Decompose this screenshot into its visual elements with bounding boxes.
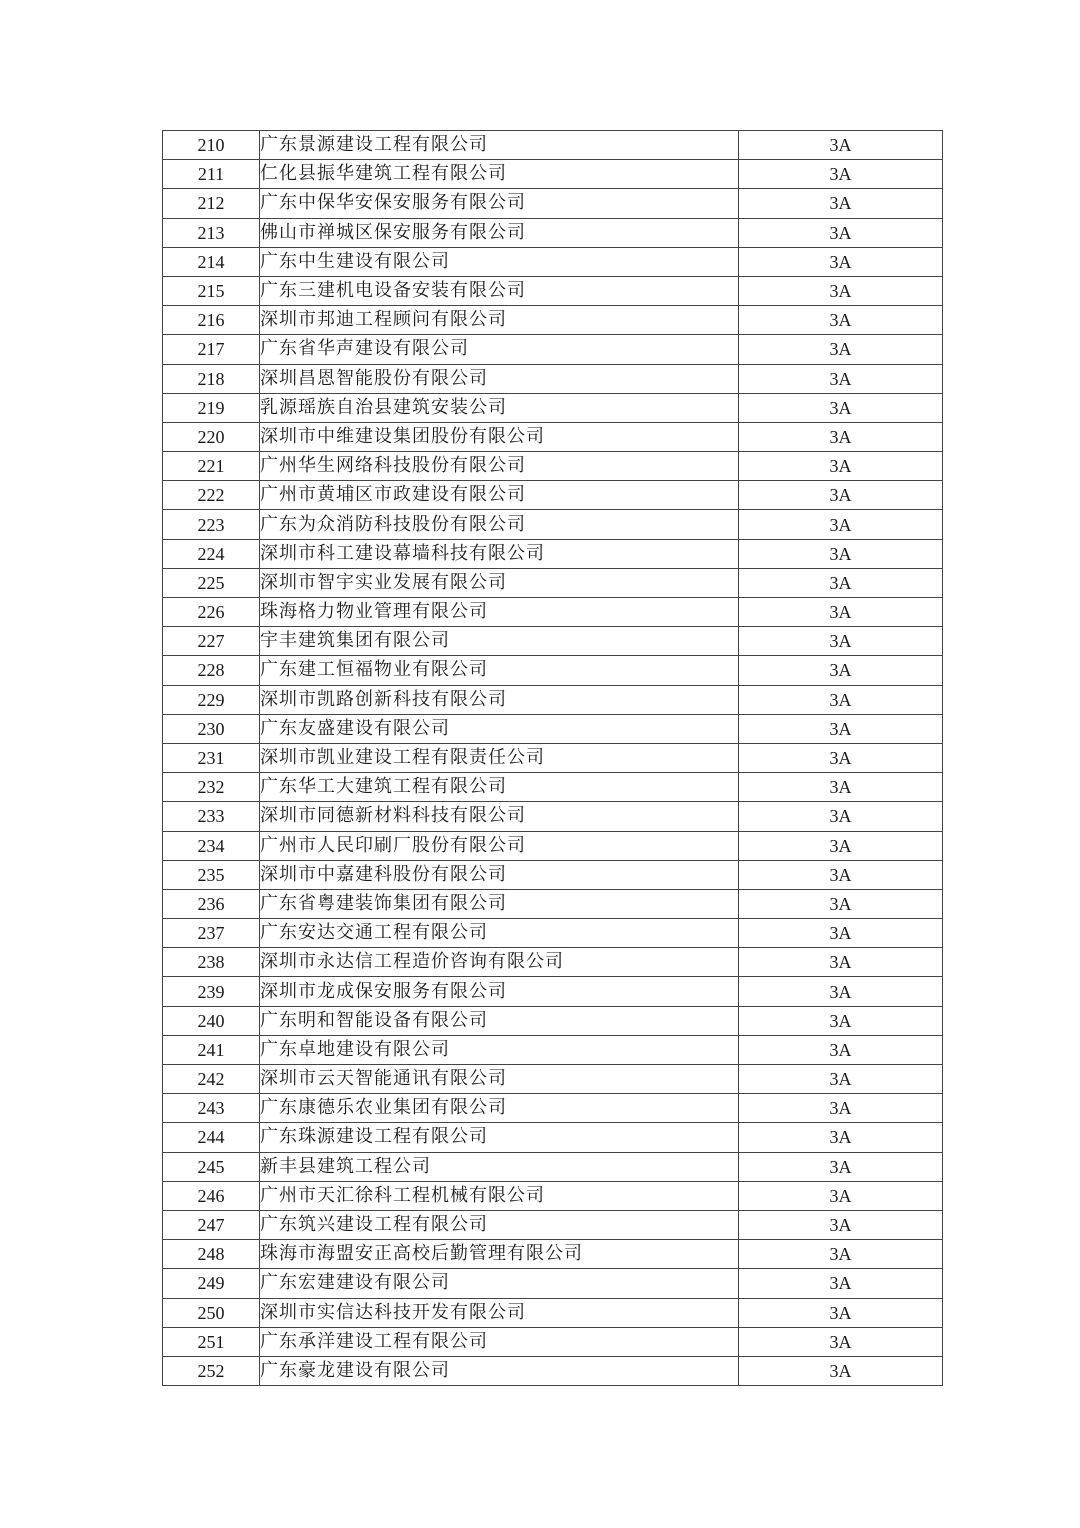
- table-row: [163, 1123, 943, 1152]
- row-number: 224: [163, 539, 260, 568]
- company-name: 广东省粤建装饰集团有限公司: [260, 889, 739, 918]
- company-name: 珠海市海盟安正高校后勤管理有限公司: [260, 1240, 739, 1269]
- table-row: [163, 1356, 943, 1385]
- table-row: [163, 247, 943, 276]
- company-name: 深圳市中维建设集团股份有限公司: [260, 422, 739, 451]
- table-row: [163, 1006, 943, 1035]
- credit-grade: 3A: [739, 1240, 943, 1269]
- row-number: 247: [163, 1210, 260, 1239]
- table-row: [163, 743, 943, 772]
- credit-grade: 3A: [739, 889, 943, 918]
- credit-grade: 3A: [739, 481, 943, 510]
- row-number: 226: [163, 598, 260, 627]
- table-row: [163, 276, 943, 305]
- table-row: [163, 860, 943, 889]
- row-number: 245: [163, 1152, 260, 1181]
- company-name: 深圳市实信达科技开发有限公司: [260, 1298, 739, 1327]
- row-number: 215: [163, 276, 260, 305]
- credit-grade: 3A: [739, 714, 943, 743]
- company-name: 广东豪龙建设有限公司: [260, 1356, 739, 1385]
- credit-grade: 3A: [739, 568, 943, 597]
- table-row: [163, 364, 943, 393]
- credit-grade: 3A: [739, 1181, 943, 1210]
- company-name: 深圳市同德新材料科技有限公司: [260, 802, 739, 831]
- company-name: 广东友盛建设有限公司: [260, 714, 739, 743]
- company-name: 广东宏建建设有限公司: [260, 1269, 739, 1298]
- row-number: 237: [163, 919, 260, 948]
- table-row: [163, 773, 943, 802]
- table-row: [163, 1210, 943, 1239]
- company-name: 广东中生建设有限公司: [260, 247, 739, 276]
- credit-grade: 3A: [739, 627, 943, 656]
- row-number: 246: [163, 1181, 260, 1210]
- table-row: [163, 889, 943, 918]
- table-row: [163, 393, 943, 422]
- row-number: 234: [163, 831, 260, 860]
- table-row: [163, 919, 943, 948]
- credit-grade: 3A: [739, 948, 943, 977]
- row-number: 252: [163, 1356, 260, 1385]
- row-number: 248: [163, 1240, 260, 1269]
- row-number: 232: [163, 773, 260, 802]
- credit-grade: 3A: [739, 539, 943, 568]
- company-name: 广东为众消防科技股份有限公司: [260, 510, 739, 539]
- row-number: 214: [163, 247, 260, 276]
- company-name: 深圳昌恩智能股份有限公司: [260, 364, 739, 393]
- row-number: 242: [163, 1065, 260, 1094]
- row-number: 238: [163, 948, 260, 977]
- credit-grade: 3A: [739, 598, 943, 627]
- row-number: 217: [163, 335, 260, 364]
- table-row: [163, 977, 943, 1006]
- credit-grade: 3A: [739, 802, 943, 831]
- company-name: 广东承洋建设工程有限公司: [260, 1327, 739, 1356]
- credit-grade: 3A: [739, 1094, 943, 1123]
- credit-grade: 3A: [739, 160, 943, 189]
- credit-grade: 3A: [739, 189, 943, 218]
- table-row: [163, 714, 943, 743]
- table-row: [163, 1269, 943, 1298]
- company-name: 广东中保华安保安服务有限公司: [260, 189, 739, 218]
- company-name: 乳源瑶族自治县建筑安装公司: [260, 393, 739, 422]
- company-name: 广东筑兴建设工程有限公司: [260, 1210, 739, 1239]
- credit-grade: 3A: [739, 656, 943, 685]
- company-name: 珠海格力物业管理有限公司: [260, 598, 739, 627]
- table-row: [163, 1327, 943, 1356]
- table-row: [163, 598, 943, 627]
- credit-grade: 3A: [739, 247, 943, 276]
- row-number: 218: [163, 364, 260, 393]
- credit-grade: 3A: [739, 218, 943, 247]
- row-number: 235: [163, 860, 260, 889]
- company-name: 广州市天汇徐科工程机械有限公司: [260, 1181, 739, 1210]
- table-row: [163, 1298, 943, 1327]
- table-row: [163, 831, 943, 860]
- table-row: [163, 1152, 943, 1181]
- credit-grade: 3A: [739, 919, 943, 948]
- row-number: 250: [163, 1298, 260, 1327]
- credit-grade: 3A: [739, 1210, 943, 1239]
- table-row: [163, 1240, 943, 1269]
- company-name: 广东建工恒福物业有限公司: [260, 656, 739, 685]
- row-number: 219: [163, 393, 260, 422]
- company-name: 深圳市中嘉建科股份有限公司: [260, 860, 739, 889]
- company-name: 宇丰建筑集团有限公司: [260, 627, 739, 656]
- company-name: 深圳市龙成保安服务有限公司: [260, 977, 739, 1006]
- table-row: [163, 452, 943, 481]
- company-name: 仁化县振华建筑工程有限公司: [260, 160, 739, 189]
- company-name: 深圳市云天智能通讯有限公司: [260, 1065, 739, 1094]
- table-row: [163, 422, 943, 451]
- table-row: [163, 510, 943, 539]
- credit-grade: 3A: [739, 860, 943, 889]
- row-number: 227: [163, 627, 260, 656]
- credit-grade: 3A: [739, 452, 943, 481]
- table-row: [163, 568, 943, 597]
- row-number: 213: [163, 218, 260, 247]
- credit-grade: 3A: [739, 1152, 943, 1181]
- table-row: [163, 627, 943, 656]
- company-name: 广东省华声建设有限公司: [260, 335, 739, 364]
- credit-grade: 3A: [739, 393, 943, 422]
- credit-grade: 3A: [739, 335, 943, 364]
- row-number: 244: [163, 1123, 260, 1152]
- table-row: [163, 685, 943, 714]
- table-row: [163, 131, 943, 160]
- table-row: [163, 802, 943, 831]
- row-number: 231: [163, 743, 260, 772]
- credit-grade: 3A: [739, 773, 943, 802]
- row-number: 236: [163, 889, 260, 918]
- row-number: 223: [163, 510, 260, 539]
- company-name: 广东卓地建设有限公司: [260, 1035, 739, 1064]
- credit-grade: 3A: [739, 276, 943, 305]
- table-row: [163, 539, 943, 568]
- credit-grade: 3A: [739, 1035, 943, 1064]
- row-number: 233: [163, 802, 260, 831]
- company-name: 广州市黄埔区市政建设有限公司: [260, 481, 739, 510]
- row-number: 221: [163, 452, 260, 481]
- credit-grade: 3A: [739, 1065, 943, 1094]
- table-row: [163, 189, 943, 218]
- credit-grade: 3A: [739, 685, 943, 714]
- table-row: [163, 1094, 943, 1123]
- company-name: 广东三建机电设备安装有限公司: [260, 276, 739, 305]
- credit-grade: 3A: [739, 306, 943, 335]
- company-name: 广州市人民印刷厂股份有限公司: [260, 831, 739, 860]
- table-body: [163, 131, 943, 1386]
- row-number: 230: [163, 714, 260, 743]
- credit-grade: 3A: [739, 1298, 943, 1327]
- company-name: 深圳市邦迪工程顾问有限公司: [260, 306, 739, 335]
- company-name: 广东华工大建筑工程有限公司: [260, 773, 739, 802]
- credit-grade: 3A: [739, 422, 943, 451]
- row-number: 225: [163, 568, 260, 597]
- row-number: 216: [163, 306, 260, 335]
- company-name: 广东安达交通工程有限公司: [260, 919, 739, 948]
- company-name: 广东明和智能设备有限公司: [260, 1006, 739, 1035]
- row-number: 211: [163, 160, 260, 189]
- table-row: [163, 160, 943, 189]
- row-number: 229: [163, 685, 260, 714]
- table-row: [163, 218, 943, 247]
- row-number: 222: [163, 481, 260, 510]
- credit-grade: 3A: [739, 131, 943, 160]
- company-name: 新丰县建筑工程公司: [260, 1152, 739, 1181]
- credit-grade: 3A: [739, 977, 943, 1006]
- table-row: [163, 335, 943, 364]
- row-number: 241: [163, 1035, 260, 1064]
- company-name: 深圳市智宇实业发展有限公司: [260, 568, 739, 597]
- credit-grade: 3A: [739, 364, 943, 393]
- company-name: 深圳市科工建设幕墙科技有限公司: [260, 539, 739, 568]
- row-number: 243: [163, 1094, 260, 1123]
- company-name: 广东康德乐农业集团有限公司: [260, 1094, 739, 1123]
- credit-grade: 3A: [739, 1006, 943, 1035]
- table-row: [163, 656, 943, 685]
- credit-grade: 3A: [739, 831, 943, 860]
- table-row: [163, 1035, 943, 1064]
- credit-grade: 3A: [739, 1123, 943, 1152]
- table-row: [163, 1181, 943, 1210]
- row-number: 251: [163, 1327, 260, 1356]
- row-number: 210: [163, 131, 260, 160]
- table-row: [163, 306, 943, 335]
- company-name: 深圳市凯业建设工程有限责任公司: [260, 743, 739, 772]
- company-name: 广东景源建设工程有限公司: [260, 131, 739, 160]
- company-name: 深圳市凯路创新科技有限公司: [260, 685, 739, 714]
- table-row: [163, 948, 943, 977]
- row-number: 240: [163, 1006, 260, 1035]
- table-row: [163, 1065, 943, 1094]
- company-name: 深圳市永达信工程造价咨询有限公司: [260, 948, 739, 977]
- company-name: 广州华生网络科技股份有限公司: [260, 452, 739, 481]
- credit-grade: 3A: [739, 510, 943, 539]
- company-name: 佛山市禅城区保安服务有限公司: [260, 218, 739, 247]
- credit-grade: 3A: [739, 1356, 943, 1385]
- credit-grade: 3A: [739, 743, 943, 772]
- row-number: 249: [163, 1269, 260, 1298]
- company-name: 广东珠源建设工程有限公司: [260, 1123, 739, 1152]
- row-number: 228: [163, 656, 260, 685]
- table-row: [163, 481, 943, 510]
- row-number: 212: [163, 189, 260, 218]
- row-number: 220: [163, 422, 260, 451]
- row-number: 239: [163, 977, 260, 1006]
- credit-grade: 3A: [739, 1327, 943, 1356]
- company-grade-table: [162, 130, 943, 1386]
- credit-grade: 3A: [739, 1269, 943, 1298]
